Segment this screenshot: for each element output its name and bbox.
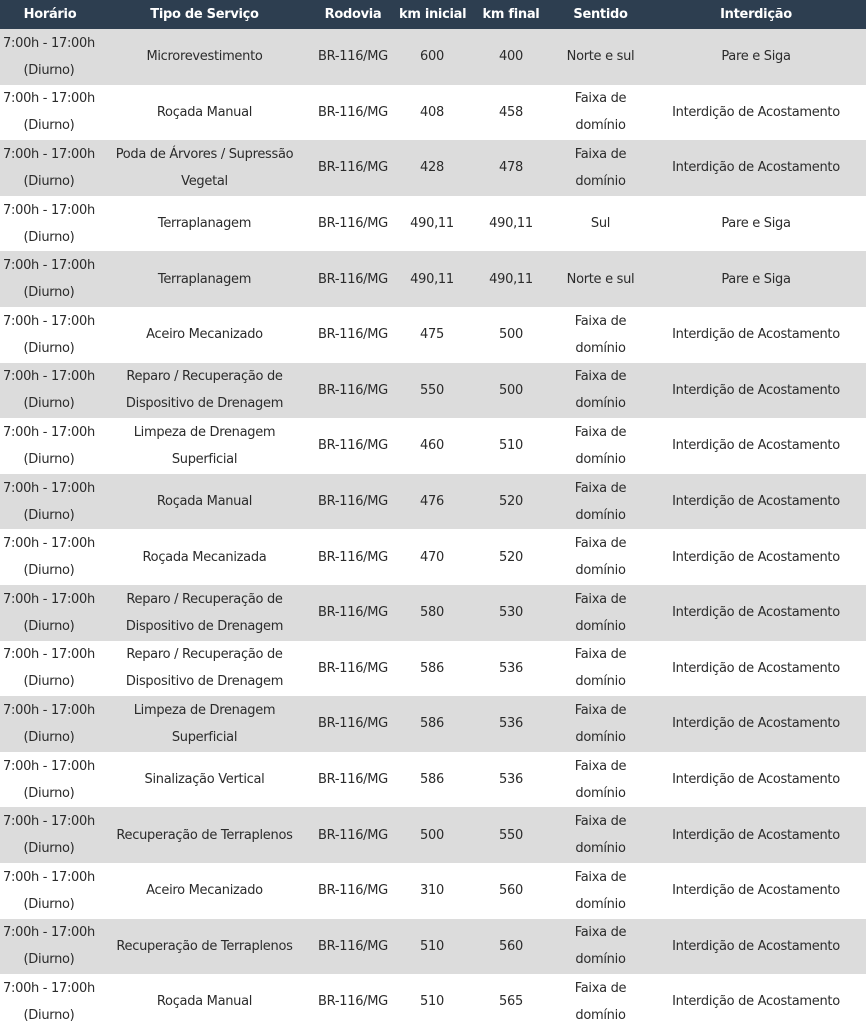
cell-km-inicial: 586 — [420, 772, 444, 788]
cell-interdicao: Interdição de Acostamento — [672, 938, 840, 954]
cell-sentido: Faixa de domínio — [574, 480, 627, 523]
cell-rodovia: BR-116/MG — [318, 327, 388, 343]
cell-rodovia: BR-116/MG — [318, 938, 388, 954]
table-row — [0, 919, 866, 975]
cell-interdicao: Pare e Siga — [721, 49, 791, 65]
cell-interdicao: Interdição de Acostamento — [672, 438, 840, 454]
cell-rodovia: BR-116/MG — [318, 605, 388, 621]
table-row — [0, 807, 866, 863]
cell-interdicao: Interdição de Acostamento — [672, 660, 840, 676]
cell-sentido: Faixa de domínio — [574, 536, 627, 579]
cell-horario: 7:00h - 17:00h (Diurno) — [3, 35, 95, 78]
cell-km-final: 550 — [499, 827, 523, 843]
table-row — [0, 307, 866, 363]
cell-interdicao: Pare e Siga — [721, 216, 791, 232]
table-row — [0, 529, 866, 585]
cell-interdicao: Interdição de Acostamento — [672, 994, 840, 1010]
header-horario: Horário — [23, 7, 77, 22]
cell-km-final: 510 — [499, 438, 523, 454]
cell-km-inicial: 408 — [420, 104, 444, 120]
cell-horario: 7:00h - 17:00h (Diurno) — [3, 91, 95, 134]
cell-horario: 7:00h - 17:00h (Diurno) — [3, 647, 95, 690]
cell-tipo-servico: Poda de Árvores / Supressão Vegetal — [115, 146, 294, 189]
cell-rodovia: BR-116/MG — [318, 883, 388, 899]
table-body — [0, 29, 866, 1030]
cell-sentido: Faixa de domínio — [574, 91, 627, 134]
cell-sentido: Norte e sul — [566, 49, 635, 65]
cell-interdicao: Interdição de Acostamento — [672, 716, 840, 732]
cell-horario: 7:00h - 17:00h (Diurno) — [3, 369, 95, 412]
cell-horario: 7:00h - 17:00h (Diurno) — [3, 869, 95, 912]
cell-sentido: Faixa de domínio — [574, 814, 627, 857]
cell-rodovia: BR-116/MG — [318, 994, 388, 1010]
cell-rodovia: BR-116/MG — [318, 49, 388, 65]
cell-km-final: 490,11 — [489, 216, 533, 232]
table-row — [0, 752, 866, 808]
table-row — [0, 251, 866, 307]
cell-rodovia: BR-116/MG — [318, 549, 388, 565]
cell-horario: 7:00h - 17:00h (Diurno) — [3, 758, 95, 801]
cell-km-inicial: 580 — [420, 605, 444, 621]
cell-interdicao: Pare e Siga — [721, 271, 791, 287]
cell-km-inicial: 490,11 — [410, 216, 454, 232]
table-row — [0, 363, 866, 419]
cell-rodovia: BR-116/MG — [318, 827, 388, 843]
cell-horario: 7:00h - 17:00h (Diurno) — [3, 814, 95, 857]
table-row — [0, 29, 866, 85]
cell-interdicao: Interdição de Acostamento — [672, 883, 840, 899]
cell-km-final: 520 — [499, 549, 523, 565]
cell-interdicao: Interdição de Acostamento — [672, 772, 840, 788]
cell-km-final: 536 — [499, 660, 523, 676]
table-row — [0, 85, 866, 141]
cell-tipo-servico: Terraplanagem — [157, 271, 252, 287]
cell-rodovia: BR-116/MG — [318, 660, 388, 676]
cell-horario: 7:00h - 17:00h (Diurno) — [3, 258, 95, 301]
cell-horario: 7:00h - 17:00h (Diurno) — [3, 536, 95, 579]
cell-rodovia: BR-116/MG — [318, 104, 388, 120]
cell-sentido: Faixa de domínio — [574, 146, 627, 189]
cell-horario: 7:00h - 17:00h (Diurno) — [3, 980, 95, 1023]
cell-km-final: 565 — [499, 994, 523, 1010]
cell-horario: 7:00h - 17:00h (Diurno) — [3, 702, 95, 745]
cell-rodovia: BR-116/MG — [318, 160, 388, 176]
cell-interdicao: Interdição de Acostamento — [672, 327, 840, 343]
table-row — [0, 696, 866, 752]
header-tipo-servico: Tipo de Serviço — [150, 7, 259, 22]
cell-km-inicial: 476 — [420, 494, 444, 510]
cell-tipo-servico: Terraplanagem — [157, 216, 252, 232]
cell-rodovia: BR-116/MG — [318, 382, 388, 398]
cell-tipo-servico: Reparo / Recuperação de Dispositivo de Drenagem — [125, 369, 284, 412]
cell-km-inicial: 470 — [420, 549, 444, 565]
cell-sentido: Faixa de domínio — [574, 758, 627, 801]
cell-tipo-servico: Reparo / Recuperação de Dispositivo de Drenagem — [125, 647, 284, 690]
header-km-inicial: km inicial — [399, 7, 467, 22]
cell-horario: 7:00h - 17:00h (Diurno) — [3, 313, 95, 356]
cell-km-inicial: 310 — [420, 883, 444, 899]
cell-tipo-servico: Recuperação de Terraplenos — [116, 827, 293, 843]
cell-rodovia: BR-116/MG — [318, 772, 388, 788]
cell-km-inicial: 510 — [420, 938, 444, 954]
cell-horario: 7:00h - 17:00h (Diurno) — [3, 202, 95, 245]
table-row — [0, 863, 866, 919]
cell-sentido: Faixa de domínio — [574, 925, 627, 968]
table-row — [0, 974, 866, 1030]
cell-tipo-servico: Roçada Manual — [156, 104, 253, 120]
cell-sentido: Faixa de domínio — [574, 313, 627, 356]
cell-horario: 7:00h - 17:00h (Diurno) — [3, 424, 95, 467]
cell-sentido: Faixa de domínio — [574, 980, 627, 1023]
cell-km-inicial: 510 — [420, 994, 444, 1010]
cell-horario: 7:00h - 17:00h (Diurno) — [3, 146, 95, 189]
cell-interdicao: Interdição de Acostamento — [672, 494, 840, 510]
cell-km-inicial: 500 — [420, 827, 444, 843]
header-sentido: Sentido — [573, 7, 628, 22]
table-row — [0, 196, 866, 252]
cell-km-inicial: 428 — [420, 160, 444, 176]
cell-tipo-servico: Aceiro Mecanizado — [146, 883, 263, 899]
header-row — [0, 0, 866, 29]
cell-sentido: Faixa de domínio — [574, 702, 627, 745]
cell-km-inicial: 586 — [420, 716, 444, 732]
cell-km-inicial: 586 — [420, 660, 444, 676]
cell-km-final: 400 — [499, 49, 523, 65]
cell-tipo-servico: Limpeza de Drenagem Superficial — [133, 424, 276, 467]
header-rodovia: Rodovia — [324, 7, 382, 22]
table-header — [0, 0, 866, 29]
cell-interdicao: Interdição de Acostamento — [672, 104, 840, 120]
header-interdicao: Interdição — [720, 7, 792, 22]
cell-km-final: 560 — [499, 883, 523, 899]
cell-km-final: 530 — [499, 605, 523, 621]
cell-sentido: Faixa de domínio — [574, 369, 627, 412]
cell-sentido: Faixa de domínio — [574, 647, 627, 690]
cell-km-final: 560 — [499, 938, 523, 954]
cell-km-final: 490,11 — [489, 271, 533, 287]
cell-tipo-servico: Aceiro Mecanizado — [146, 327, 263, 343]
table-row — [0, 474, 866, 530]
cell-rodovia: BR-116/MG — [318, 216, 388, 232]
table-row — [0, 641, 866, 697]
cell-km-final: 520 — [499, 494, 523, 510]
cell-km-inicial: 475 — [420, 327, 444, 343]
table-row — [0, 418, 866, 474]
cell-rodovia: BR-116/MG — [318, 494, 388, 510]
cell-sentido: Sul — [590, 216, 611, 232]
cell-km-final: 536 — [499, 772, 523, 788]
cell-interdicao: Interdição de Acostamento — [672, 827, 840, 843]
cell-tipo-servico: Roçada Manual — [156, 994, 253, 1010]
cell-tipo-servico: Limpeza de Drenagem Superficial — [133, 702, 276, 745]
cell-interdicao: Interdição de Acostamento — [672, 549, 840, 565]
cell-interdicao: Interdição de Acostamento — [672, 382, 840, 398]
cell-km-inicial: 490,11 — [410, 271, 454, 287]
cell-km-inicial: 550 — [420, 382, 444, 398]
cell-tipo-servico: Roçada Manual — [156, 494, 253, 510]
cell-interdicao: Interdição de Acostamento — [672, 160, 840, 176]
cell-interdicao: Interdição de Acostamento — [672, 605, 840, 621]
cell-horario: 7:00h - 17:00h (Diurno) — [3, 925, 95, 968]
cell-tipo-servico: Sinalização Vertical — [144, 772, 265, 788]
cell-horario: 7:00h - 17:00h (Diurno) — [3, 591, 95, 634]
cell-km-inicial: 460 — [420, 438, 444, 454]
cell-sentido: Faixa de domínio — [574, 424, 627, 467]
cell-sentido: Norte e sul — [566, 271, 635, 287]
cell-km-final: 536 — [499, 716, 523, 732]
cell-sentido: Faixa de domínio — [574, 869, 627, 912]
cell-km-final: 458 — [499, 104, 523, 120]
cell-tipo-servico: Roçada Mecanizada — [142, 549, 267, 565]
table-row — [0, 140, 866, 196]
cell-rodovia: BR-116/MG — [318, 271, 388, 287]
cell-km-inicial: 600 — [420, 49, 444, 65]
cell-sentido: Faixa de domínio — [574, 591, 627, 634]
cell-tipo-servico: Reparo / Recuperação de Dispositivo de Drenagem — [125, 591, 284, 634]
cell-tipo-servico: Microrevestimento — [146, 49, 263, 65]
header-km-final: km final — [482, 7, 540, 22]
table-row — [0, 585, 866, 641]
cell-tipo-servico: Recuperação de Terraplenos — [116, 938, 293, 954]
cell-horario: 7:00h - 17:00h (Diurno) — [3, 480, 95, 523]
cell-rodovia: BR-116/MG — [318, 716, 388, 732]
cell-km-final: 478 — [499, 160, 523, 176]
cell-rodovia: BR-116/MG — [318, 438, 388, 454]
cell-km-final: 500 — [499, 382, 523, 398]
cell-km-final: 500 — [499, 327, 523, 343]
